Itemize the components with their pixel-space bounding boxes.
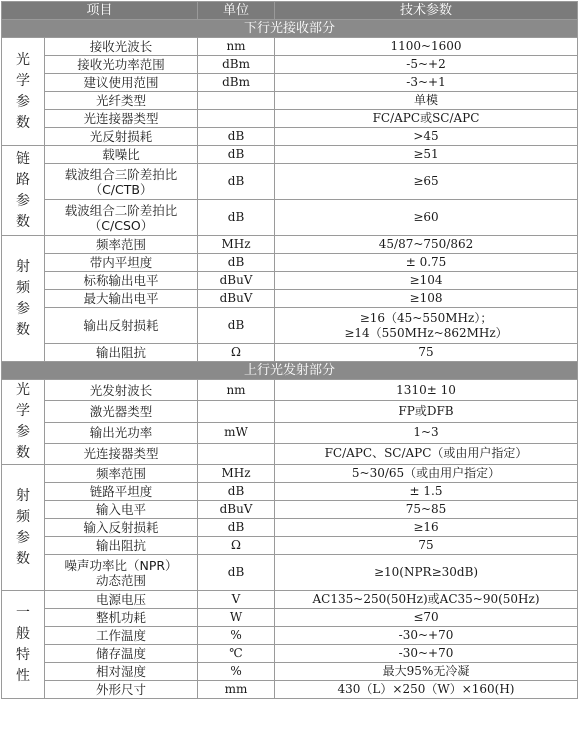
group-label [2, 380, 45, 465]
group-label-char: 射 [16, 487, 30, 504]
group-label-char: 光 [16, 382, 30, 398]
value-line: ≥14（550MHz~862MHz） [344, 325, 508, 340]
value-cell [275, 401, 578, 422]
param-name-line: 载噪比 [102, 147, 140, 162]
table-row [2, 74, 578, 92]
value-line: FP或DFB [398, 403, 454, 418]
value-cell [275, 110, 578, 128]
param-name [45, 236, 198, 254]
value-line: 75 [418, 538, 434, 552]
value-line: ≥16 [413, 520, 439, 534]
value-cell [275, 200, 578, 236]
table-row [2, 128, 578, 146]
value-line: AC135~250(50Hz)或AC35~90(50Hz) [312, 592, 540, 606]
param-name-line: 输入电平 [96, 502, 147, 517]
param-name-line: 接收光功率范围 [77, 57, 165, 72]
param-name [45, 38, 198, 56]
value-cell [275, 555, 578, 591]
param-name [45, 146, 198, 164]
param-name-line: 带内平坦度 [89, 255, 153, 270]
value-line: ≥60 [413, 210, 439, 224]
param-name [45, 537, 198, 555]
value-cell [275, 663, 578, 681]
value-line: -30~+70 [398, 646, 454, 660]
unit-cell: dB [198, 164, 275, 200]
value-line: 75 [418, 345, 434, 359]
value-cell [275, 74, 578, 92]
value-line: -5~+2 [406, 57, 446, 71]
param-name-line: 光纤类型 [96, 93, 147, 108]
table-row [2, 501, 578, 519]
param-name-line: 动态范围 [96, 572, 147, 588]
param-name [45, 443, 198, 464]
header-item: 项目 [2, 2, 198, 20]
value-line: 1310± 10 [396, 382, 456, 397]
value-cell [275, 290, 578, 308]
group-label-char: 光 [16, 51, 30, 68]
value-cell [275, 465, 578, 483]
param-name-line: 整机功耗 [96, 610, 147, 625]
value-cell [275, 38, 578, 56]
param-name-line: 载波组合二阶差拍比 [64, 202, 178, 218]
spec-table-body [2, 2, 578, 699]
param-name-line: 噪声功率比（NPR） [64, 557, 178, 573]
value-line: 1~3 [413, 425, 439, 440]
group-label-char: 频 [16, 279, 30, 296]
section-header-row [2, 362, 578, 380]
param-name-line: 载波组合三阶差拍比 [64, 166, 178, 182]
param-name [45, 128, 198, 146]
group-label-char: 路 [16, 171, 30, 188]
table-row [2, 146, 578, 164]
value-line: 单模 [414, 93, 439, 107]
param-name [45, 308, 198, 344]
unit-cell: dBuV [198, 290, 275, 308]
unit-cell: MHz [198, 236, 275, 254]
table-row [2, 92, 578, 110]
param-name [45, 591, 198, 609]
param-name-line: 激光器类型 [89, 403, 153, 419]
group-label-char: 参 [16, 529, 30, 546]
table-row [2, 422, 578, 443]
param-name [45, 519, 198, 537]
value-cell [275, 591, 578, 609]
param-name [45, 663, 198, 681]
unit-cell: dBuV [198, 272, 275, 290]
param-name [45, 555, 198, 591]
table-row [2, 290, 578, 308]
param-name-line: （C/CTB） [89, 181, 153, 197]
param-name [45, 290, 198, 308]
table-row [2, 401, 578, 422]
value-cell [275, 92, 578, 110]
table-row [2, 164, 578, 200]
unit-cell: dB [198, 308, 275, 344]
param-name [45, 74, 198, 92]
group-label-char: 参 [16, 192, 30, 209]
value-line: ≥51 [413, 147, 439, 161]
value-line: ± 1.5 [409, 484, 443, 498]
value-cell [275, 128, 578, 146]
value-cell [275, 344, 578, 362]
value-line: -3~+1 [406, 75, 446, 89]
value-cell [275, 645, 578, 663]
value-line: >45 [413, 129, 439, 143]
unit-cell: dB [198, 146, 275, 164]
table-row [2, 308, 578, 344]
value-cell [275, 272, 578, 290]
value-cell [275, 56, 578, 74]
value-line: 最大95%无冷凝 [382, 664, 470, 678]
table-row [2, 609, 578, 627]
param-name-line: 输出阻抗 [96, 345, 147, 360]
table-row [2, 627, 578, 645]
param-name-line: 输出阻抗 [96, 538, 147, 553]
group-label-char: 数 [16, 445, 30, 461]
value-line: ≥65 [413, 174, 439, 188]
table-row [2, 443, 578, 464]
param-name [45, 164, 198, 200]
value-line: ≥108 [409, 291, 443, 305]
value-line: 5~30/65（或由用户指定） [351, 466, 501, 480]
unit-cell: Ω [198, 344, 275, 362]
group-label-char: 般 [16, 625, 30, 642]
unit-cell: W [198, 609, 275, 627]
unit-cell: % [198, 663, 275, 681]
group-label-char: 参 [16, 424, 30, 440]
group-label-char: 频 [16, 508, 30, 525]
param-name-line: 光反射损耗 [89, 129, 153, 144]
param-name [45, 110, 198, 128]
param-name [45, 401, 198, 422]
param-name-line: 电源电压 [96, 592, 147, 607]
spec-table [1, 1, 578, 699]
param-name-line: 最大输出电平 [83, 291, 159, 306]
value-cell [275, 308, 578, 344]
unit-cell: dB [198, 483, 275, 501]
value-line: ≥104 [409, 273, 443, 287]
table-row [2, 483, 578, 501]
param-name-line: 链路平坦度 [89, 484, 153, 499]
group-label-char: 一 [16, 604, 30, 621]
unit-cell: dB [198, 519, 275, 537]
table-row [2, 537, 578, 555]
param-name [45, 681, 198, 699]
group-label [2, 591, 45, 699]
unit-cell: nm [198, 380, 275, 401]
param-name-line: 光连接器类型 [83, 111, 159, 126]
param-name [45, 56, 198, 74]
value-cell [275, 146, 578, 164]
param-name-line: 输出反射损耗 [83, 318, 159, 333]
group-label-char: 射 [16, 258, 30, 275]
value-line: ≥16（45~550MHz）； [359, 310, 493, 325]
unit-cell: dB [198, 128, 275, 146]
unit-cell [198, 92, 275, 110]
unit-cell: mm [198, 681, 275, 699]
group-label-char: 学 [16, 403, 30, 419]
table-row [2, 200, 578, 236]
value-line: 430（L）×250（W）×160(H) [337, 682, 515, 696]
group-label-char: 学 [16, 72, 30, 89]
group-label-char: 性 [16, 667, 30, 684]
value-cell [275, 627, 578, 645]
value-line: ± 0.75 [405, 255, 447, 269]
group-label-char: 特 [16, 646, 30, 663]
value-line: 45/87~750/862 [378, 237, 474, 251]
group-label-char: 数 [16, 321, 30, 338]
unit-cell: nm [198, 38, 275, 56]
param-name-line: 标称输出电平 [83, 273, 159, 288]
value-cell [275, 681, 578, 699]
unit-cell: MHz [198, 465, 275, 483]
unit-cell: dB [198, 254, 275, 272]
header-row [2, 2, 578, 20]
table-row [2, 519, 578, 537]
section-title: 下行光接收部分 [2, 20, 578, 38]
table-row [2, 645, 578, 663]
param-name-line: 光连接器类型 [83, 446, 159, 462]
group-label [2, 236, 45, 362]
unit-cell: ℃ [198, 645, 275, 663]
unit-cell: Ω [198, 537, 275, 555]
param-name [45, 92, 198, 110]
table-row [2, 663, 578, 681]
param-name-line: 储存温度 [96, 646, 147, 661]
param-name [45, 344, 198, 362]
value-line: 75~85 [405, 502, 447, 516]
unit-cell [198, 401, 275, 422]
value-cell [275, 254, 578, 272]
param-name-line: 输出光功率 [89, 425, 153, 441]
table-row [2, 380, 578, 401]
table-row [2, 344, 578, 362]
value-cell [275, 609, 578, 627]
table-row [2, 254, 578, 272]
table-row [2, 681, 578, 699]
group-label [2, 465, 45, 591]
group-label-char: 链 [16, 150, 30, 167]
value-line: ≤70 [413, 610, 439, 624]
value-cell [275, 519, 578, 537]
value-cell [275, 443, 578, 464]
param-name [45, 465, 198, 483]
group-label-char: 数 [16, 213, 30, 230]
param-name-line: 建议使用范围 [83, 75, 159, 90]
value-cell [275, 422, 578, 443]
value-line: -30~+70 [398, 628, 454, 642]
unit-cell: V [198, 591, 275, 609]
unit-cell [198, 110, 275, 128]
param-name-line: 接收光波长 [89, 39, 153, 54]
value-line: FC/APC或SC/APC [372, 111, 480, 125]
group-label-char: 数 [16, 550, 30, 567]
section-title: 上行光发射部分 [2, 362, 578, 380]
unit-cell: dBm [198, 74, 275, 92]
table-row [2, 555, 578, 591]
param-name [45, 422, 198, 443]
param-name [45, 501, 198, 519]
value-cell [275, 501, 578, 519]
table-row [2, 236, 578, 254]
param-name [45, 645, 198, 663]
unit-cell: dB [198, 555, 275, 591]
table-row [2, 110, 578, 128]
param-name-line: 输入反射损耗 [83, 520, 159, 535]
param-name [45, 627, 198, 645]
param-name-line: 工作温度 [96, 628, 147, 643]
param-name [45, 483, 198, 501]
value-line: 1100~1600 [390, 39, 462, 53]
group-label-char: 数 [16, 114, 30, 131]
table-row [2, 38, 578, 56]
param-name [45, 380, 198, 401]
table-row [2, 591, 578, 609]
unit-cell: dB [198, 200, 275, 236]
value-line: ≥10(NPR≥30dB) [373, 565, 479, 579]
table-row [2, 56, 578, 74]
group-label-char: 参 [16, 93, 30, 110]
param-name-line: 频率范围 [96, 237, 147, 252]
unit-cell: dBuV [198, 501, 275, 519]
param-name [45, 200, 198, 236]
param-name-line: （C/CSO） [88, 217, 154, 233]
unit-cell: mW [198, 422, 275, 443]
param-name [45, 609, 198, 627]
header-spec: 技术参数 [275, 2, 578, 20]
group-label [2, 38, 45, 146]
value-cell [275, 483, 578, 501]
header-unit: 单位 [198, 2, 275, 20]
value-cell [275, 236, 578, 254]
table-row [2, 272, 578, 290]
param-name-line: 光发射波长 [89, 382, 153, 398]
param-name-line: 相对湿度 [96, 664, 147, 679]
group-label-char: 参 [16, 300, 30, 317]
unit-cell: dBm [198, 56, 275, 74]
table-row [2, 465, 578, 483]
param-name [45, 254, 198, 272]
value-cell [275, 380, 578, 401]
param-name [45, 272, 198, 290]
value-cell [275, 537, 578, 555]
value-cell [275, 164, 578, 200]
section-header-row [2, 20, 578, 38]
param-name-line: 外形尺寸 [96, 682, 147, 697]
unit-cell: % [198, 627, 275, 645]
unit-cell [198, 443, 275, 464]
param-name-line: 频率范围 [96, 466, 147, 481]
value-line: FC/APC、SC/APC（或由用户指定） [324, 446, 528, 461]
group-label [2, 146, 45, 236]
